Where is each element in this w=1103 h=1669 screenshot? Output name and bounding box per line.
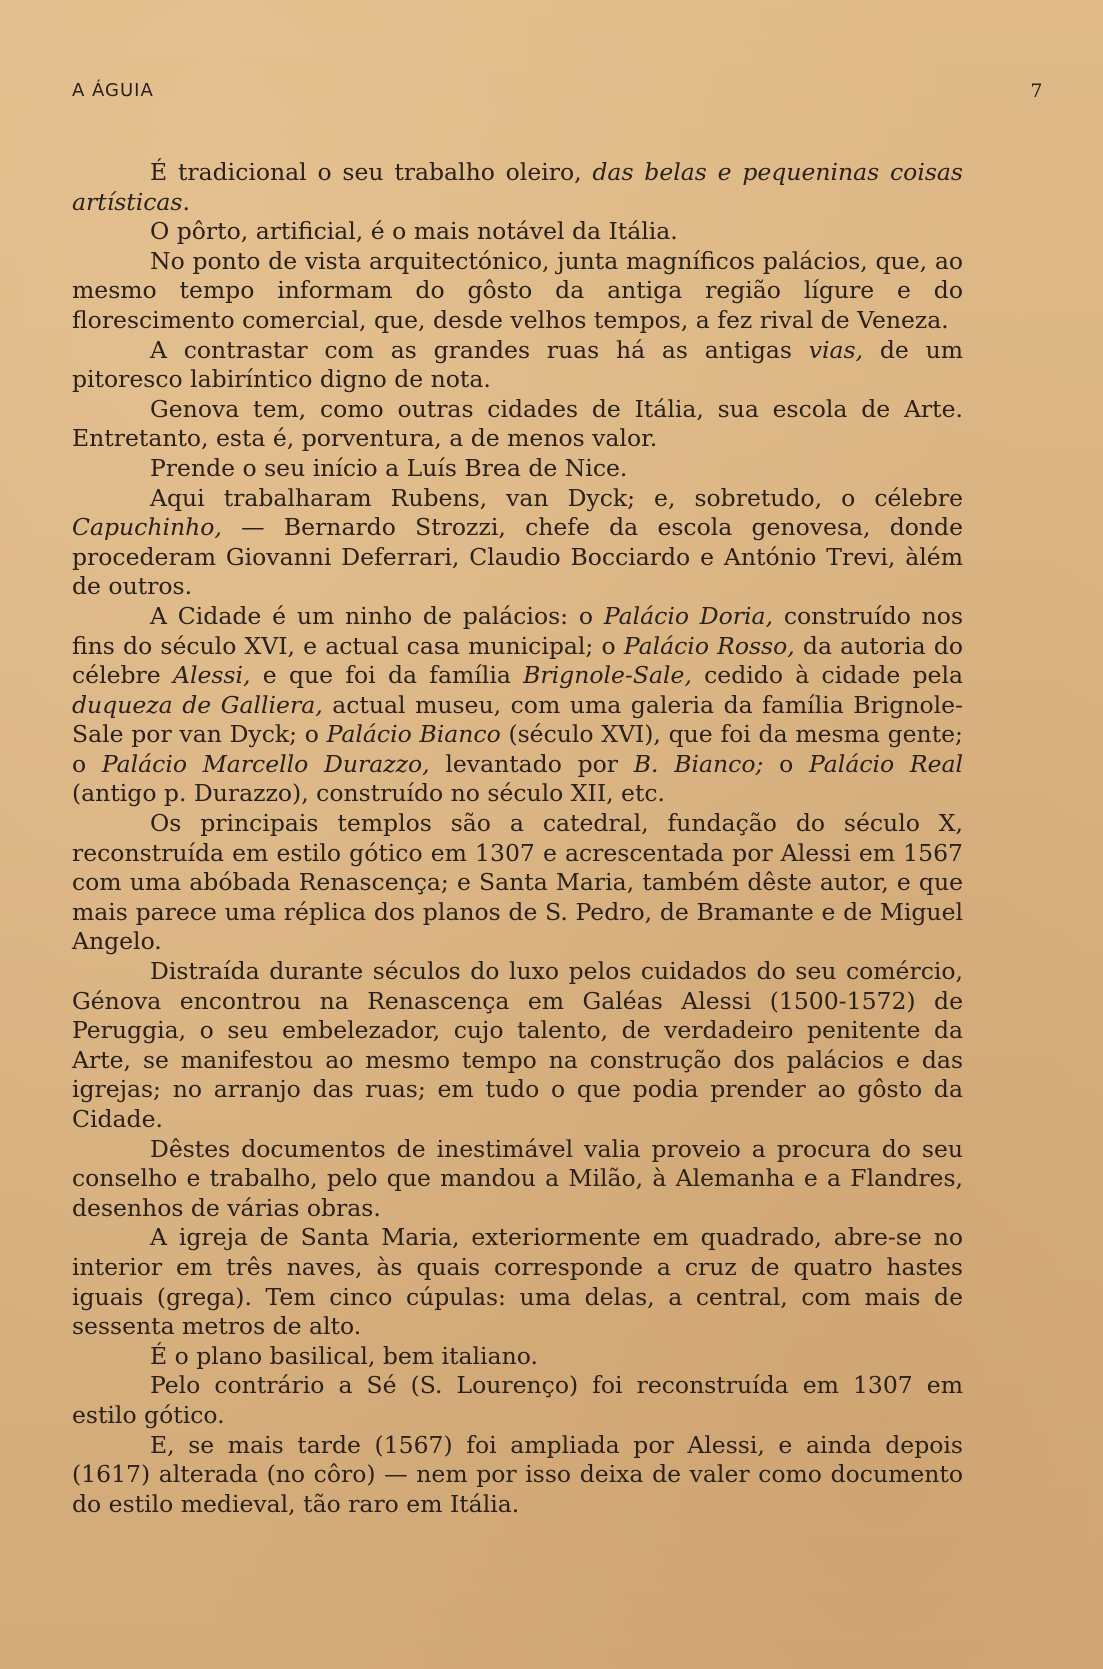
text-run: Distraída durante séculos do luxo pelos cuidados do seu comércio, Génova encontrou na Renascença em Galéas Alessi (1500-1572) de Peruggia, o seu embelezador, cujo talento, de verdadeiro penitente da Arte, se manifestou ao mesmo tempo na construção dos palácios e das igrejas; no arranjo das ruas; em tudo o que podia prender ao gôsto da Cidade. <box>72 957 963 1133</box>
italic-run: das belas e pequeninas coisas artísticas <box>72 158 963 216</box>
paragraph <box>72 247 963 336</box>
paragraph <box>72 158 963 217</box>
text-run: A Cidade é um ninho de palácios: o <box>150 601 604 630</box>
text-run: e que foi da família <box>250 661 524 690</box>
paragraph <box>72 602 963 809</box>
text-run: actual museu, com uma galeria da família Brignole-Sale por van Dyck; o <box>72 690 963 749</box>
paragraph <box>72 1342 963 1372</box>
text-run: (século XVI), que foi da mesma gente; o <box>72 720 963 778</box>
paragraph <box>72 809 963 957</box>
text-run: cedido à cidade pela <box>691 661 963 690</box>
paragraph <box>72 1371 963 1430</box>
body-text <box>72 158 963 1519</box>
paragraph <box>72 1135 963 1224</box>
text-run: levantado por <box>429 749 634 778</box>
text-run: É o plano basilical, bem italiano. <box>150 1341 538 1370</box>
text-run: Aqui trabalharam Rubens, van Dyck; e, sobretudo, o célebre <box>150 483 963 512</box>
text-run: (antigo p. Durazzo), construído no século XII, etc. <box>72 779 666 808</box>
italic-run: Brignole-Sale, <box>523 661 692 690</box>
paragraph <box>72 1223 963 1341</box>
paragraph <box>72 395 963 454</box>
text-run: Prende o seu início a Luís Brea de Nice. <box>150 453 628 482</box>
italic-run: Palácio Real <box>809 749 964 778</box>
journal-title: A ÁGUIA <box>72 80 154 101</box>
text-run: O pôrto, artificial, é o mais notável da Itália. <box>150 217 678 246</box>
italic-run: vias, <box>808 335 864 364</box>
italic-run: Palácio Bianco <box>326 720 501 749</box>
text-run: Genova tem, como outras cidades de Itália, sua escola de Arte. Entretanto, esta é, porventura, a de menos valor. <box>72 394 963 453</box>
text-run: E, se mais tarde (1567) foi ampliada por Alessi, e ainda depois (1617) alterada (no côro) — nem por isso deixa de valer como documento do estilo medieval, tão raro em Itália. <box>72 1430 963 1518</box>
text-run: de um pitoresco labiríntico digno de nota. <box>72 335 963 394</box>
text-run: da autoria do célebre <box>72 631 964 690</box>
text-run: Dêstes documentos de inestimável valia proveio a procura do seu conselho e trabalho, pelo que mandou a Milão, à Alemanha e a Flandres, desenhos de várias obras. <box>72 1134 963 1222</box>
text-run: A igreja de Santa Maria, exteriormente em quadrado, abre-se no interior em três naves, às quais corresponde a cruz de quatro hastes iguais (grega). Tem cinco cúpulas: uma delas, a central, com mais de sessenta metros de alto. <box>72 1223 963 1341</box>
italic-run: Capuchinho, <box>72 513 222 542</box>
text-run: Os principais templos são a catedral, fundação do século X, reconstruída em estilo gótico em 1307 e acrescentada por Alessi em 1567 com uma abóbada Renascença; e Santa Maria, também dêste autor, e que mais parece uma réplica dos planos de S. Pedro, de Bramante e de Miguel Angelo. <box>72 809 963 956</box>
italic-run: Alessi, <box>172 661 251 690</box>
paragraph <box>72 484 963 602</box>
text-run: No ponto de vista arquitectónico, junta magníficos palácios, que, ao mesmo tempo informam do gôsto da antiga região lígure e do florescimento comercial, que, desde velhos tempos, a fez rival de Veneza. <box>72 246 963 334</box>
text-run: — Bernardo Strozzi, chefe da escola genovesa, donde procederam Giovanni Deferrari, Claudio Bocciardo e António Trevi, àlém de outros. <box>72 513 963 601</box>
paragraph <box>72 336 963 395</box>
paragraph <box>72 217 963 247</box>
text-run: o <box>763 749 810 778</box>
text-run: Pelo contrário a Sé (S. Lourenço) foi reconstruída em 1307 em estilo gótico. <box>72 1371 963 1429</box>
italic-run: Palácio Rosso, <box>623 631 795 660</box>
italic-run: Palácio Marcello Durazzo, <box>101 749 430 778</box>
italic-run: duqueza de Galliera, <box>72 690 323 719</box>
paragraph <box>72 454 963 484</box>
paragraph <box>72 1431 963 1520</box>
text-run: A contrastar com as grandes ruas há as antigas <box>150 335 809 364</box>
text-run: construído nos fins do século XVI, e actual casa municipal; o <box>72 601 964 660</box>
text-run: . <box>182 187 190 216</box>
italic-run: B. Bianco; <box>633 749 764 778</box>
text-run: É tradicional o seu trabalho oleiro, <box>150 158 593 186</box>
running-head <box>72 80 1043 106</box>
page-number: 7 <box>1030 80 1043 102</box>
italic-run: Palácio Doria, <box>603 601 774 630</box>
paragraph <box>72 957 963 1135</box>
